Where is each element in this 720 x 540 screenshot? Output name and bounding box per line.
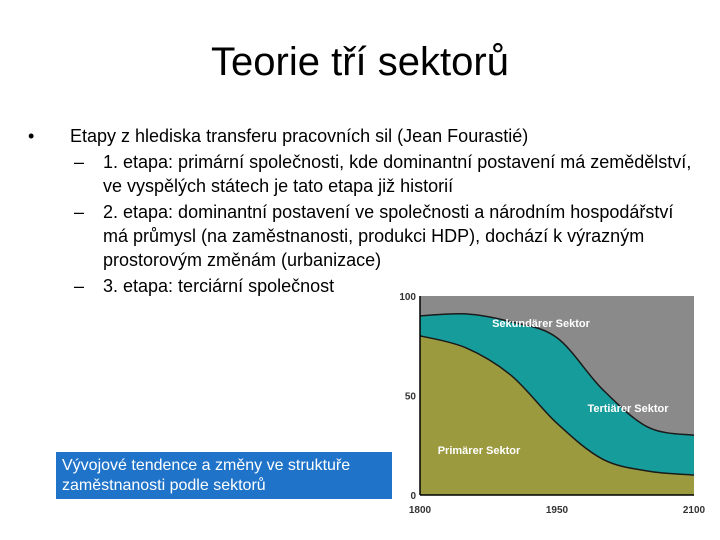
dash-marker: – [74,152,85,172]
chart-caption-box: Vývojové tendence a změny ve struktuře zaměstnanosti podle sektorů [56,452,392,499]
bullet-marker: • [28,126,35,146]
bullet-list [28,124,698,298]
sub-bullet-text: 1. etapa: primární společnosti, kde dominantní postavení má zemědělství, ve vyspělých státech je tato etapa již historií [103,152,692,196]
main-bullet-text: Etapy z hlediska transferu pracovních sil (Jean Fourastié) [70,126,529,146]
series-label: Primärer Sektor [437,445,521,457]
sub-bullet-1 [28,150,698,198]
sub-bullet-text: 3. etapa: terciární společnost [103,276,335,296]
y-tick-label: 0 [410,491,416,502]
slide-title: Teorie tří sektorů [211,40,509,84]
series-label: Sekundärer Sektor [492,318,590,330]
sub-bullet-2 [28,200,698,272]
y-tick-label: 50 [404,391,416,403]
main-bullet [28,124,698,148]
dash-marker: – [74,276,85,296]
x-tick-label: 2100 [682,505,706,516]
sector-employment-chart [396,288,706,520]
x-tick-label: 1950 [545,505,569,516]
sub-bullet-text: 2. etapa: dominantní postavení ve společnosti a národním hospodářství má průmysl (na zaměstnanosti, produkci HDP), dochází k výrazným prostorovým změnám (urbanizace) [103,202,674,270]
series-label: Tertiärer Sektor [587,403,669,415]
y-tick-label: 100 [399,292,416,303]
x-tick-label: 1800 [408,505,432,516]
dash-marker: – [74,202,85,222]
